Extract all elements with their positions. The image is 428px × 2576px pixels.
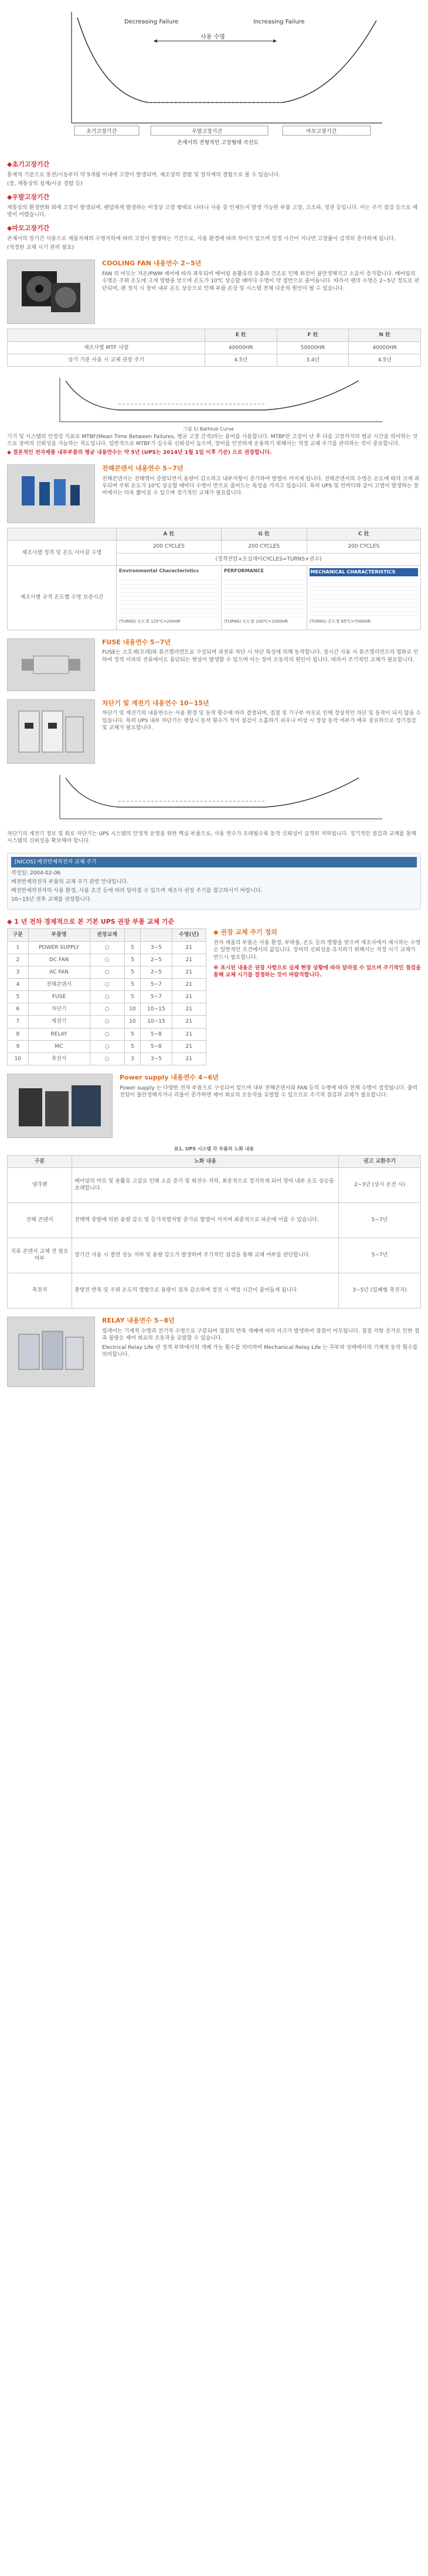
cell: 5 (8, 991, 29, 1003)
cell: 7 (8, 1016, 29, 1028)
intro-text-1: 통계적 기준으로 통전/시동부터 약 5개월 이내에 고장이 발생되며, 제조상의 결함 및 장치에의 결함으로 볼 수 있습니다. (7, 172, 281, 178)
cell: 2 (8, 954, 29, 966)
capacitor-photo (7, 464, 95, 523)
cell: 충방전 반복 및 주위 온도의 영향으로 용량이 점차 감소하며 정전 시 백업 시간이 줄어들게 됩니다. (72, 1273, 339, 1308)
ul-th-4 (141, 929, 172, 941)
cell: ○ (90, 1016, 124, 1028)
cell: 전해액 증발에 의한 용량 감소 및 등가직렬저항 증가로 발열이 커지며 최종적으로 파손에 이를 수 있습니다. (72, 1202, 339, 1238)
spec-b-lines (224, 576, 304, 617)
bathtub-diagram-1 (7, 0, 421, 152)
bathtub-caption: 존재서의 전형적인 고장형태 곡선도 (177, 140, 259, 146)
cap-r1c2: 200 CYCLES (221, 541, 307, 553)
breaker-desc: 차단기 및 계전기의 내용연수는 사용 환경 및 동작 횟수에 따라 결정되며, 접점 및 기구부 마모로 인해 정상적인 차단 및 동작이 되지 않을 수 있습니다. 특히 UPS 내부 차단기는 평상시 동작 횟수가 적어 점검이 소홀하기 쉬우나 비상 시 정상 동작 여부가 매우 중요하므로 정기점검 및 교체가 필요합니다. (102, 710, 421, 731)
cell: 8 (8, 1028, 29, 1040)
intro-title-1: ◆초기고장기간 (7, 160, 50, 168)
fan-r1c0: 상기 기준 사용 시 교체 권장 주기 (8, 354, 205, 366)
ul-th-2: 권장교체 (90, 929, 124, 941)
fan-photo (7, 259, 95, 324)
cell: AC FAN (28, 966, 90, 978)
spec-a-head: Environmental Characteristics (118, 568, 199, 573)
fuse-desc: FUSE는 소호재(모래)와 퓨즈엘리먼트로 구성되며 과전류 차단 시 차단 특성에 의해 동작합니다. 장시간 사용 시 퓨즈엘리먼트의 열화로 인하여 정격 이하의 전류에서도 용단되는 현상이 발생할 수 있으며 이는 장비 오동작의 원인이 됩니다. 따라서 주기적인 교체가 필요합니다. (102, 650, 419, 663)
bathtub-curve-2-svg (7, 375, 421, 433)
ups-right-title: ◆ 권장 교체 주기 정의 (213, 928, 277, 937)
cell: 축전지 (8, 1273, 72, 1308)
maint-table (7, 1155, 421, 1309)
cell: FUSE (28, 991, 90, 1003)
cap-r1c1: 200 CYCLES (116, 541, 221, 553)
cell: 차단기 (28, 1003, 90, 1016)
cell: 4 (8, 979, 29, 991)
spec-a-caption: (TURNS) 온도별 125℃=200HR (118, 619, 181, 624)
cell: 직류 콘덴서 교체 전 필요 여부 (8, 1238, 72, 1273)
fan-r0c0: 제조사별 MTF 사양 (8, 341, 205, 354)
cell: 5 (124, 1040, 141, 1053)
bathtub2-text: 기기 및 시스템의 안정성 지표로 MTBF(Mean Time Between Failures, 평균 고장 간격)라는 용어를 사용합니다. MTBF란 고장이 난 후 다음 고장까지의 평균 시간을 의미하는 것으로 장비의 신뢰성을 가늠하는 척도입니다. 일반적으로 MTBF가 길수록 신뢰성이 높으며, 장비를 안전하게 운용하기 위해서는 적정 교체 주기를 관리하는 것이 중요합니다. (7, 433, 418, 447)
mt-th-1: 노화 내용 (72, 1155, 339, 1167)
cell: ○ (90, 966, 124, 978)
intro-text-2: 계통상의 환경변화 외에 고장이 발생되며, 랜덤하게 발생하는 비정상 고장 형태로 나타나 사용 중 언제든지 발생 가능한 부품 고장, 고조파, 정전 등입니다. 이는 주기 점검 등으로 예방이 어렵습니다. (7, 204, 418, 218)
table-row (8, 1273, 421, 1308)
table-row (8, 1167, 421, 1202)
capacitor-desc: 전해콘덴서는 전해액이 증발되면서 용량이 감소하고 내부저항이 증가하여 발열이 커지게 됩니다. 전해콘덴서의 수명은 온도에 따라 크게 좌우되며 주위 온도가 10℃ 상승할 때마다 수명이 반으로 줄어드는 특성을 가지고 있습니다. 특히 UPS 및 인버터와 같이 고열이 발생하는 장비에서는 더욱 짧아질 수 있으며 정기적인 교체가 필요합니다. (102, 476, 420, 497)
cell: 장기간 사용 시 절연 성능 저하 및 용량 감소가 발생하며 주기적인 점검을 통해 교체 여부를 판단합니다. (72, 1238, 339, 1273)
cell: 5~7 (141, 979, 172, 991)
table-row (8, 1238, 421, 1273)
breaker-icon (13, 705, 89, 758)
cell: 3~5년 (밀폐형 축전지) (339, 1273, 421, 1308)
bathtub-curve-svg (7, 0, 421, 152)
intro-title-3: ◆마모고장기간 (7, 224, 50, 233)
table-row (8, 1028, 206, 1040)
cell: 2~5 (141, 954, 172, 966)
cell: 21 (172, 954, 206, 966)
fan-desc: FAN 의 마모는 저온/PWM 제어에 따라 좌우되며 베어링 윤활유의 유출과 건조로 인해 회전이 불안정해지고 소음이 증가합니다. 베어링의 수명은 주위 온도에 크게 영향을 받으며 온도가 10℃ 상승할 때마다 수명이 약 절반으로 줄어듭니다. 따라서 팬의 수명은 2~5년 정도로 판단되며, 팬 정지 시 장비 내부 온도 상승으로 인해 부품 손상 및 시스템 전체 다운의 원인이 될 수 있습니다. (102, 271, 420, 292)
cell: 베어링의 마모 및 윤활유 고갈로 인해 소음 증가 및 회전수 저하, 최종적으로 정지하게 되어 장비 내부 온도 상승을 초래합니다. (72, 1167, 339, 1202)
cell: 6 (8, 1003, 29, 1016)
cell: 2~5 (141, 966, 172, 978)
capacitor-icon (13, 470, 89, 517)
powersupply-icon (13, 1079, 107, 1132)
cell: 3 (124, 1053, 141, 1065)
cell: 21 (172, 979, 206, 991)
cell: 전해 콘덴서 (8, 1202, 72, 1238)
bathtub3-text: 차단기의 계전기 정보 및 회로 차단기는 UPS 시스템의 안정적 운영을 위한 핵심 부품으로, 사용 연수가 오래될수록 동작 신뢰성이 급격히 저하됩니다. 정기적인 점검과 교체를 통해 시스템의 신뢰성을 확보해야 합니다. (7, 831, 416, 844)
breaker-title: 차단기 및 계전기 내용연수 10~15년 (102, 699, 209, 707)
cell: DC FAN (28, 954, 90, 966)
spec-c-head: MECHANICAL CHARACTERISTICS (310, 568, 418, 577)
cell: 5~8 (141, 1040, 172, 1053)
ups-life-section (7, 918, 421, 1065)
powersupply-section (7, 1074, 421, 1138)
spec-b-caption: (TURNS) 온도별 100℃=1000HR (223, 619, 288, 624)
cell: 전해콘덴서 (28, 979, 90, 991)
table-row (8, 941, 206, 954)
capacitor-section (7, 464, 421, 630)
cell: 5~7년 (339, 1238, 421, 1273)
cell: 21 (172, 1003, 206, 1016)
cell: 9 (8, 1040, 29, 1053)
fan-r1c1: 4.5년 (205, 354, 277, 366)
cell: 2~3년 (상시 운전 시) (339, 1167, 421, 1202)
breaker-photo (7, 699, 95, 764)
fan-title: COOLING FAN 내용연수 2~5년 (102, 259, 202, 268)
cell: 축전지 (28, 1053, 90, 1065)
table-row (8, 1202, 421, 1238)
fan-table (7, 329, 421, 366)
capacitor-table (7, 528, 421, 630)
table-row (8, 1003, 206, 1016)
notice-date: 작성일: 2004-02-06 (11, 870, 61, 877)
cap-spec-a (116, 565, 221, 630)
relay-title: RELAY 내용연수 5~8년 (102, 1316, 175, 1324)
period-label: 사용 수명 (201, 34, 225, 40)
notice-body-1: 배전반제작전자 부품의 교체 주기 관련 안내입니다. (11, 879, 128, 886)
fan-r1c3: 4.5년 (349, 354, 421, 366)
intro-section (7, 160, 421, 251)
relay-photo (7, 1317, 95, 1387)
cell: 21 (172, 966, 206, 978)
cell: 21 (172, 941, 206, 954)
cap-row2-label: 제조사별 규격 온도별 수명 보증시간 (8, 565, 117, 630)
fan-r0c3: 40000HR (349, 341, 421, 354)
fan-th-3: N 社 (349, 329, 421, 341)
table-row (8, 1053, 206, 1065)
fan-r1c2: 3.4년 (277, 354, 349, 366)
cell: 21 (172, 1028, 206, 1040)
cap-row1-label: 제조사별 정격 및 온도 사이클 수명 (8, 541, 117, 565)
cell: 3~5 (141, 1053, 172, 1065)
table-row (8, 966, 206, 978)
relay-icon (13, 1323, 89, 1381)
powersupply-photo (7, 1074, 113, 1138)
cap-spec-c (307, 565, 420, 630)
bathtub-diagram-3 (7, 772, 421, 845)
fan-section (7, 259, 421, 366)
cell: 21 (172, 1016, 206, 1028)
fan-th-0 (8, 329, 205, 341)
spec-a-lines (119, 576, 219, 617)
powersupply-title: Power supply 내용연수 4~6년 (120, 1074, 219, 1082)
bathtub2-warning: ◆ 결론적인 전자제품 내부부품의 평균 내용연수는 약 5년 (UPS는 2014년 1월 1일 이후 기준) 으로 권장합니다. (7, 450, 272, 456)
zone-wearout: 마모고장기간 (306, 129, 337, 135)
fan-icon (16, 265, 86, 318)
cell: 5~7년 (339, 1202, 421, 1238)
cell: ○ (90, 979, 124, 991)
ups-right-note: ※ 표시된 내용은 권장 사항으로 실제 현장 상황에 따라 달라질 수 있으며 주기적인 점검을 통해 교체 시기를 결정하는 것이 바람직합니다. (213, 965, 421, 978)
ups-life-title: ◆ 1 년 전차 경제적으로 본 기본 UPS 권장 부품 교체 기준 (7, 917, 175, 925)
table-row (8, 1016, 206, 1028)
cell: 계전기 (28, 1016, 90, 1028)
cell: ○ (90, 1028, 124, 1040)
cap-th-1: A 社 (116, 528, 221, 541)
bathtub-curve-3-svg (7, 772, 421, 831)
relay-section (7, 1317, 421, 1387)
cap-row1-note: (정격전압+오실레이CYCLES=TURNS×권수) (116, 553, 420, 565)
fan-r0c2: 50000HR (277, 341, 349, 354)
cell: ○ (90, 954, 124, 966)
intro-title-2: ◆우발고장기간 (7, 193, 50, 201)
breaker-section (7, 699, 421, 764)
maint-section (7, 1146, 421, 1309)
ul-th-5: 수명(년) (172, 929, 206, 941)
ul-th-3 (124, 929, 141, 941)
powersupply-desc: Power supply 는 다양한 전자 부품으로 구성되어 있으며 내부 전해콘덴서와 FAN 등의 수명에 따라 전체 수명이 결정됩니다. 출력 전압이 불안정해지거나 리플이 증가하면 제어 회로의 오동작을 유발할 수 있으므로 주기적 점검과 교체가 필요합니다. (120, 1085, 418, 1098)
cell: ○ (90, 991, 124, 1003)
cell: ○ (90, 1003, 124, 1016)
cell: 21 (172, 1053, 206, 1065)
cell: 5 (124, 954, 141, 966)
cell: 21 (172, 1040, 206, 1053)
ups-life-table (7, 928, 206, 1065)
fuse-photo (7, 638, 95, 691)
bathtub-diagram-2 (7, 375, 421, 456)
fuse-title: FUSE 내용연수 5~7년 (102, 638, 171, 646)
cell: 5 (124, 991, 141, 1003)
table-row (8, 991, 206, 1003)
cell: 3 (8, 966, 29, 978)
table-row (8, 979, 206, 991)
cell: 10 (8, 1053, 29, 1065)
notice-head: [NICOS] 배전반제작전자 교체 주기 (11, 857, 417, 867)
cell: ○ (90, 1040, 124, 1053)
fuse-icon (16, 647, 86, 682)
intro-text-3: 존재서의 장기간 사용으로 제품자체의 수명저하에 따라 고장이 발생하는 기간으로, 사용 환경에 따라 차이가 있으며 일정 시간이 지나면 고장률이 급격히 증가하게 됩니다. (7, 236, 396, 242)
cell: 3~5 (141, 941, 172, 954)
cell: 1 (8, 941, 29, 954)
cell: 10 (124, 1003, 141, 1016)
maint-title: 표1. UPS 시스템 각 부품의 노화 내용 (174, 1146, 254, 1152)
cell: 10 (124, 1016, 141, 1028)
ul-th-1: 부품명 (28, 929, 90, 941)
cell: 10~15 (141, 1003, 172, 1016)
cap-th-3: C 社 (307, 528, 420, 541)
cell: MC (28, 1040, 90, 1053)
cap-th-2: G 社 (221, 528, 307, 541)
relay-desc: 릴레이는 기계적 수명과 전기적 수명으로 구분되며 접점의 반복 개폐에 따라 아크가 발생하여 접점이 마모됩니다. 접점 저항 증가로 인한 접촉 불량은 제어 회로의 오동작을 유발할 수 있습니다. (102, 1328, 420, 1341)
mt-th-2: 권고 교환주기 (339, 1155, 421, 1167)
cap-spec-b (221, 565, 307, 630)
notice-body-2: 배전반제작전자의 사용 환경, 사용 조건 등에 따라 달라질 수 있으며 제조사 권장 주기를 참고하시기 바랍니다. (11, 888, 263, 894)
ul-th-0: 구분 (8, 929, 29, 941)
cell: POWER SUPPLY (28, 941, 90, 954)
ups-right-text: 전자 제품의 부품은 사용 환경, 부하율, 온도 등의 영향을 받으며 제조사에서 제시하는 수명은 일반적인 조건에서의 값입니다. 장비의 신뢰성을 유지하기 위해서는 적정 시기 교체가 반드시 필요합니다. (213, 940, 421, 961)
capacitor-title: 전해콘덴서 내용연수 5~7년 (102, 464, 184, 473)
cell: 10~15 (141, 1016, 172, 1028)
bathtub2-caption: 그림 1) Bathtub Curve (183, 426, 234, 432)
cap-r1c3: 200 CYCLES (307, 541, 420, 553)
cell: ○ (90, 1053, 124, 1065)
zone-early: 초기고장기간 (86, 129, 117, 135)
mt-th-0: 구분 (8, 1155, 72, 1167)
fan-th-1: E 社 (205, 329, 277, 341)
spec-b-head: PERFORMANCE (223, 568, 264, 573)
table-row (8, 954, 206, 966)
spec-c-lines (310, 579, 418, 617)
cell: 5~8 (141, 1028, 172, 1040)
relay-desc-2: Electrical Relay Life 란 정격 부하에서의 개폐 가능 횟수를 의미하며 Mechanical Relay Life 는 무부하 상태에서의 기계적 동작 횟수를 의미합니다. (102, 1345, 418, 1358)
fan-r0c1: 40000HR (205, 341, 277, 354)
intro-text-3b: (적정한 교체 시기 관리 필요) (7, 245, 74, 251)
cell: 21 (172, 991, 206, 1003)
table-row (8, 1040, 206, 1053)
cell: ○ (90, 941, 124, 954)
notice-body-3: 10~15년 전후 교체를 권장합니다. (11, 897, 92, 903)
zone-random: 우발고장기간 (192, 129, 223, 135)
late-failure-label: Increasing Failure (253, 19, 305, 25)
cell: 5~7 (141, 991, 172, 1003)
spec-c-caption: (TURNS) 온도별 85℃=7000HR (309, 619, 371, 624)
cell: 5 (124, 1028, 141, 1040)
fuse-section (7, 638, 421, 691)
cell: 냉각팬 (8, 1167, 72, 1202)
notice-box (7, 853, 421, 910)
cell: 5 (124, 979, 141, 991)
cell: 5 (124, 941, 141, 954)
cell: RELAY (28, 1028, 90, 1040)
early-failure-label: Decreasing Failure (124, 19, 179, 25)
cell: 5 (124, 966, 141, 978)
intro-text-1b: (장, 계통상의 설계/시공 결함 등) (7, 180, 83, 187)
fan-th-2: F 社 (277, 329, 349, 341)
cap-th-0 (8, 528, 117, 541)
